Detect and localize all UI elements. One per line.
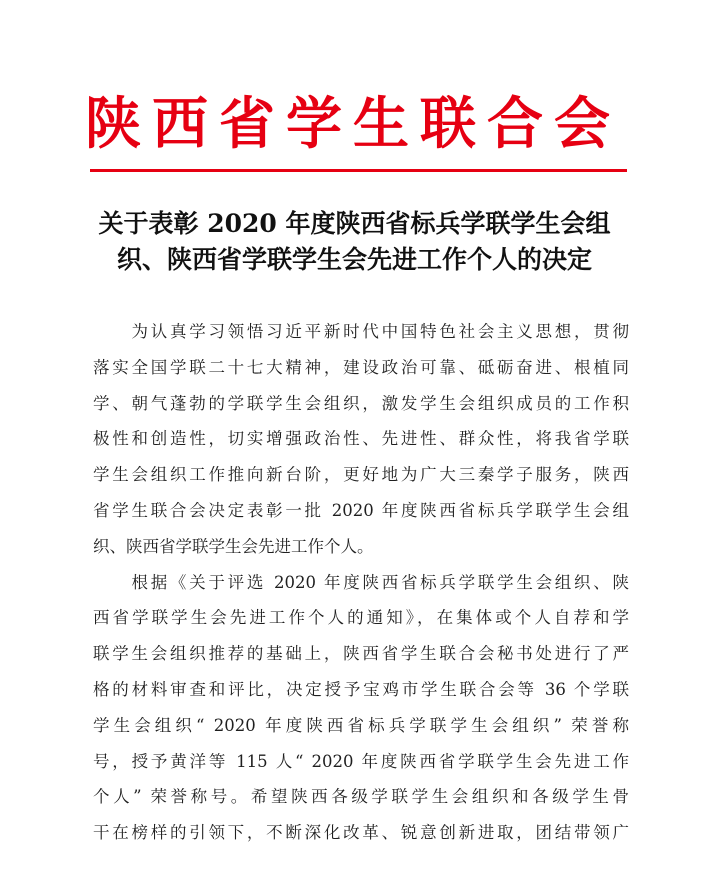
paragraph-1-line: 学、朝气蓬勃的学联学生会组织，激发学生会组织成员的工作积 [93, 393, 629, 413]
paragraph-2-line: 格的材料审查和评比，决定授予宝鸡市学生联合会等 36 个学联 [93, 679, 629, 699]
paragraph-1-line: 为认真学习领悟习近平新时代中国特色社会主义思想，贯彻 [93, 322, 629, 341]
title-line-2: 织、陕西省学联学生会先进工作个人的决定 [116, 245, 592, 274]
paragraph-2-line: 联学生会组织推荐的基础上，陕西省学生联合会秘书处进行了严 [93, 644, 629, 664]
letterhead-red-rule [90, 169, 627, 172]
paragraph-2-line: 学生会组织“ 2020 年度陕西省标兵学联学生会组织” 荣誉称 [93, 715, 629, 735]
paragraph-2-line: 根据《关于评选 2020 年度陕西省标兵学联学生会组织、陕 [93, 572, 629, 592]
document-body [93, 314, 629, 851]
paragraph-2 [93, 565, 629, 851]
paragraph-1-line: 极性和创造性，切实增强政治性、先进性、群众性，将我省学联 [93, 429, 629, 449]
paragraph-2-line: 号，授予黄洋等 115 人“ 2020 年度陕西省学联学生会先进工作 [93, 751, 629, 771]
paragraph-2-line: 个人” 荣誉称号。希望陕西各级学联学生会组织和各级学生骨 [93, 787, 629, 807]
paragraph-2-line: 干在榜样的引领下，不断深化改革、锐意创新进取，团结带领广 [93, 823, 629, 843]
paragraph-2-line: 西省学联学生会先进工作个人的通知》，在集体或个人自荐和学 [93, 608, 629, 628]
title-line-1: 关于表彰 2020 年度陕西省标兵学联学生会组 [98, 209, 611, 238]
document-title [72, 206, 637, 278]
paragraph-1-line: 学生会组织工作推向新台阶，更好地为广大三秦学子服务，陕西 [93, 465, 629, 485]
paragraph-1-line: 织、陕西省学联学生会先进工作个人。 [93, 536, 374, 556]
letterhead-org-name: 陕西省学生联合会 [85, 91, 621, 157]
paragraph-1 [93, 314, 629, 565]
paragraph-1-line: 省学生联合会决定表彰一批 2020 年度陕西省标兵学联学生会组 [93, 500, 629, 520]
paragraph-1-line: 落实全国学联二十七大精神，建设政治可靠、砥砺奋进、根植同 [93, 357, 629, 377]
